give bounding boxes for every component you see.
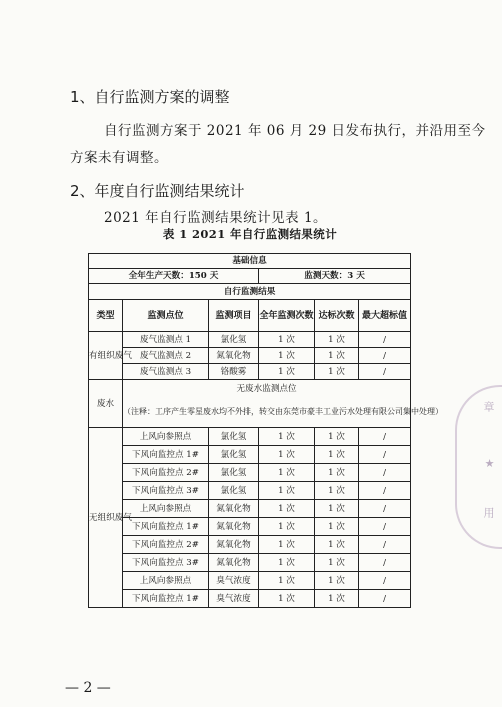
table-row xyxy=(89,536,411,554)
type-cell-wastewater: 废水 xyxy=(89,380,123,428)
table-cell: / xyxy=(359,572,411,590)
table-row xyxy=(89,464,411,482)
table-cell: 氯化氢 xyxy=(209,482,259,500)
col-header-type: 类型 xyxy=(89,300,123,332)
table-cell: 1 次 xyxy=(259,364,315,380)
table-row xyxy=(89,446,411,464)
table-cell: 下风向监控点 1# xyxy=(123,446,209,464)
table-cell: 1 次 xyxy=(315,464,359,482)
table-cell: 1 次 xyxy=(315,482,359,500)
monitoring-results-table xyxy=(88,253,443,608)
table-cell: 氯化氢 xyxy=(209,464,259,482)
table-cell: / xyxy=(359,364,411,380)
paragraph-2: 2021 年自行监测结果统计见表 1。 xyxy=(104,210,328,226)
table-row xyxy=(89,572,411,590)
table-cell: 下风向监控点 1# xyxy=(123,590,209,608)
basic-info-title: 基础信息 xyxy=(89,254,411,269)
table-cell: 1 次 xyxy=(259,446,315,464)
table-cell: 1 次 xyxy=(315,332,359,348)
section-heading-1: 1、自行监测方案的调整 xyxy=(70,88,230,106)
wastewater-note: （注释：工序产生零星废水均不外排，转交由东莞市豪丰工业污水处理有限公司集中处理） xyxy=(123,398,411,428)
table-cell: 下风向监控点 3# xyxy=(123,482,209,500)
page-number: — 2 — xyxy=(65,680,111,696)
table-cell: 氮氧化物 xyxy=(209,500,259,518)
table-cell: 1 次 xyxy=(315,554,359,572)
table-row xyxy=(89,348,411,364)
table-cell: 1 次 xyxy=(259,464,315,482)
table-cell: 臭气浓度 xyxy=(209,572,259,590)
section-heading-2: 2、年度自行监测结果统计 xyxy=(70,182,245,200)
table-row xyxy=(89,482,411,500)
table-cell: 下风向监控点 3# xyxy=(123,554,209,572)
paragraph-1-line-1: 自行监测方案于 2021 年 06 月 29 日发布执行，并沿用至今 xyxy=(104,123,486,139)
table-row xyxy=(89,590,411,608)
table-cell: 下风向监控点 2# xyxy=(123,464,209,482)
table-cell: 1 次 xyxy=(259,536,315,554)
table-cell: 氯化氢 xyxy=(209,446,259,464)
table-cell: / xyxy=(359,554,411,572)
table-cell: 氯化氢 xyxy=(209,428,259,446)
table-cell: 氮氧化物 xyxy=(209,554,259,572)
table-cell: 上风向参照点 xyxy=(123,572,209,590)
table-cell: 1 次 xyxy=(315,536,359,554)
table-cell: 1 次 xyxy=(259,518,315,536)
table-cell: 上风向参照点 xyxy=(123,428,209,446)
table-cell: 1 次 xyxy=(315,364,359,380)
col-header-count: 全年监测次数 xyxy=(259,300,315,332)
table-cell: 1 次 xyxy=(259,590,315,608)
table-cell: / xyxy=(359,446,411,464)
table-cell: 1 次 xyxy=(315,348,359,364)
table-cell: 下风向监控点 2# xyxy=(123,536,209,554)
table-cell: 废气监测点 1 xyxy=(123,332,209,348)
table-cell: 1 次 xyxy=(315,518,359,536)
results-title: 自行监测结果 xyxy=(89,284,411,300)
table-cell: 上风向参照点 xyxy=(123,500,209,518)
type-cell-unorganized: 无组织废气 xyxy=(89,428,123,608)
paragraph-1-line-2: 方案未有调整。 xyxy=(70,150,168,166)
table-cell: 1 次 xyxy=(259,348,315,364)
table-cell: / xyxy=(359,500,411,518)
table-cell: / xyxy=(359,482,411,500)
monitoring-days: 监测天数：3 天 xyxy=(259,269,411,284)
table-cell: / xyxy=(359,518,411,536)
table-cell: 1 次 xyxy=(259,500,315,518)
type-cell-organized: 有组织废气 xyxy=(89,332,123,380)
production-days: 全年生产天数：150 天 xyxy=(89,269,259,284)
table-cell: 1 次 xyxy=(315,590,359,608)
table-row xyxy=(89,364,411,380)
table-cell: 1 次 xyxy=(259,554,315,572)
table-row xyxy=(89,332,411,348)
table-cell: / xyxy=(359,348,411,364)
table-cell: 1 次 xyxy=(315,572,359,590)
table-cell: 1 次 xyxy=(259,332,315,348)
table-cell: 1 次 xyxy=(315,446,359,464)
table-cell: / xyxy=(359,590,411,608)
table-cell: / xyxy=(359,428,411,446)
table-cell: 氮氧化物 xyxy=(209,536,259,554)
table-cell: 下风向监控点 1# xyxy=(123,518,209,536)
table-cell: 1 次 xyxy=(315,500,359,518)
table-cell: / xyxy=(359,332,411,348)
wastewater-note-title: 无废水监测点位 xyxy=(123,380,411,398)
table-cell: 铬酸雾 xyxy=(209,364,259,380)
table-cell: 1 次 xyxy=(259,428,315,446)
table-cell: 1 次 xyxy=(315,428,359,446)
table-cell: 废气监测点 2 xyxy=(123,348,209,364)
table-row xyxy=(89,428,411,446)
table-row xyxy=(89,380,411,398)
table-row xyxy=(89,398,411,428)
col-header-point: 监测点位 xyxy=(123,300,209,332)
table-cell: 氮氧化物 xyxy=(209,348,259,364)
official-seal: 章 ★ 用 xyxy=(455,385,502,549)
table-cell: 氯化氢 xyxy=(209,332,259,348)
table-cell: / xyxy=(359,536,411,554)
col-header-max: 最大超标值 xyxy=(359,300,411,332)
table-cell: 1 次 xyxy=(259,482,315,500)
col-header-pass: 达标次数 xyxy=(315,300,359,332)
table-cell: 臭气浓度 xyxy=(209,590,259,608)
col-header-item: 监测项目 xyxy=(209,300,259,332)
table-cell: 氮氧化物 xyxy=(209,518,259,536)
table-row xyxy=(89,554,411,572)
table-row xyxy=(89,518,411,536)
table-cell: / xyxy=(359,464,411,482)
table-cell: 废气监测点 3 xyxy=(123,364,209,380)
table-cell: 1 次 xyxy=(259,572,315,590)
table-row xyxy=(89,500,411,518)
table-caption: 表 1 2021 年自行监测结果统计 xyxy=(162,227,338,241)
